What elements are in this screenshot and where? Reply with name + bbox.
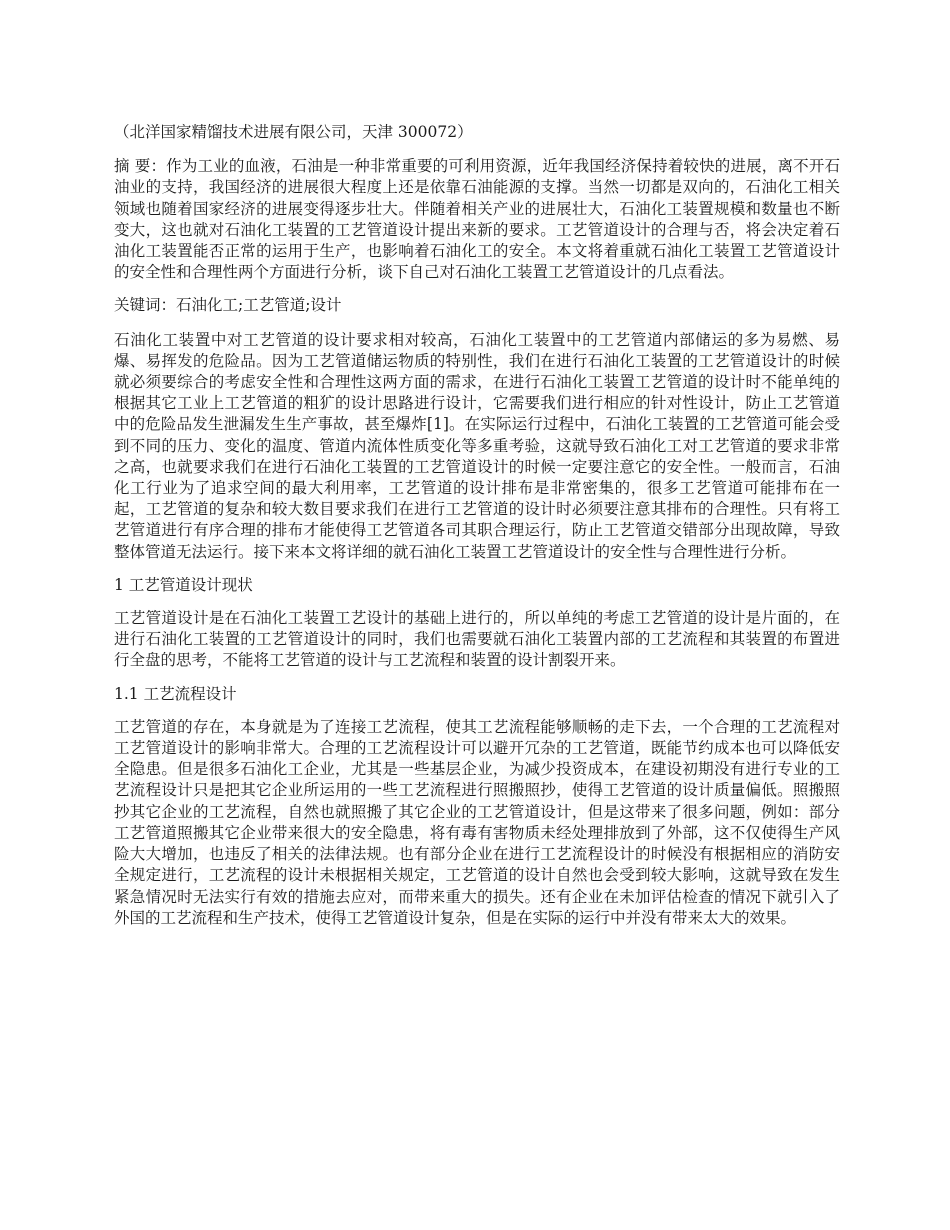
section-1-1-paragraph: 工艺管道的存在，本身就是为了连接工艺流程，使其工艺流程能够顺畅的走下去，一个合理的工艺流程对工艺管道设计的影响非常大。合理的工艺流程设计可以避开冗杂的工艺管道，既能节约成本也可以降低安全隐患。但是很多石油化工企业，尤其是一些基层企业，为减少投资成本，在建设初期没有进行专业的工艺流程设计只是把其它企业所运用的一些工艺流程进行照搬照抄，使得工艺管道的设计质量偏低。照搬照抄其它企业的工艺流程，自然也就照搬了其它企业的工艺管道设计，但是这带来了很多问题，例如：部分工艺管道照搬其它企业带来很大的安全隐患，将有毒有害物质未经处理排放到了外部，这不仅使得生产风险大大增加，也违反了相关的法律法规。也有部分企业在进行工艺流程设计的时候没有根据相应的消防安全规定进行，工艺流程的设计未根据相关规定，工艺管道的设计自然也会受到较大影响，这就导致在发生紧急情况时无法实行有效的措施去应对，而带来重大的损失。还有企业在未加评估检查的情况下就引入了外国的工艺流程和生产技术，使得工艺管道设计复杂，但是在实际的运行中并没有带来太大的效果。 [114, 717, 840, 927]
keywords-label: 关键词： [114, 296, 177, 315]
abstract-label: 摘 要： [114, 157, 167, 176]
document-page [114, 122, 840, 941]
abstract [114, 156, 840, 283]
abstract-text: 作为工业的血液，石油是一种非常重要的可利用资源，近年我国经济保持着较快的进展，离不开石油业的支持，我国经济的进展很大程度上还是依靠石油能源的支撑。当然一切都是双向的，石油化工相关领域也随着国家经济的进展变得逐步壮大。伴随着相关产业的进展壮大，石油化工装置规模和数量也不断变大，这也就对石油化工装置的工艺管道设计提出来新的要求。工艺管道设计的合理与否，将会决定着石油化工装置能否正常的运用于生产，也影响着石油化工的安全。本文将着重就石油化工装置工艺管道设计的安全性和合理性两个方面进行分析，谈下自己对石油化工装置工艺管道设计的几点看法。 [114, 157, 840, 282]
section-1-heading: 1 工艺管道设计现状 [114, 575, 253, 594]
keywords-text: 石油化工;工艺管道;设计 [176, 296, 342, 315]
keywords [114, 295, 840, 316]
section-1-1-heading: 1.1 工艺流程设计 [114, 684, 237, 703]
intro-paragraph: 石油化工装置中对工艺管道的设计要求相对较高，石油化工装置中的工艺管道内部储运的多为易燃、易爆、易挥发的危险品。因为工艺管道储运物质的特别性，我们在进行石油化工装置的工艺管道设计的时候就必须要综合的考虑安全性和合理性这两方面的需求，在进行石油化工装置工艺管道的设计时不能单纯的根据其它工业上工艺管道的粗犷的设计思路进行设计，它需要我们进行相应的针对性设计，防止工艺管道中的危险品发生泄漏发生生产事故，甚至爆炸[1]。在实际运行过程中，石油化工装置的工艺管道可能会受到不同的压力、变化的温度、管道内流体性质变化等多重考验，这就导致石油化工对工艺管道的要求非常之高，也就要求我们在进行石油化工装置的工艺管道设计的时候一定要注意它的安全性。一般而言，石油化工行业为了追求空间的最大利用率，工艺管道的设计排布是非常密集的，很多工艺管道可能排布在一起，工艺管道的复杂和较大数目要求我们在进行工艺管道的设计时必须要注意其排布的合理性。只有将工艺管道进行有序合理的排布才能使得工艺管道各司其职合理运行，防止工艺管道交错部分出现故障，导致整体管道无法运行。接下来本文将详细的就石油化工装置工艺管道设计的安全性与合理性进行分析。 [114, 330, 840, 561]
affiliation: （北洋国家精馏技术进展有限公司，天津 300072） [114, 123, 473, 141]
section-1-paragraph: 工艺管道设计是在石油化工装置工艺设计的基础上进行的，所以单纯的考虑工艺管道的设计是片面的，在进行石油化工装置的工艺管道设计的同时，我们也需要就石油化工装置内部的工艺流程和其装置的布置进行全盘的思考，不能将工艺管道的设计与工艺流程和装置的设计割裂开来。 [114, 609, 840, 670]
